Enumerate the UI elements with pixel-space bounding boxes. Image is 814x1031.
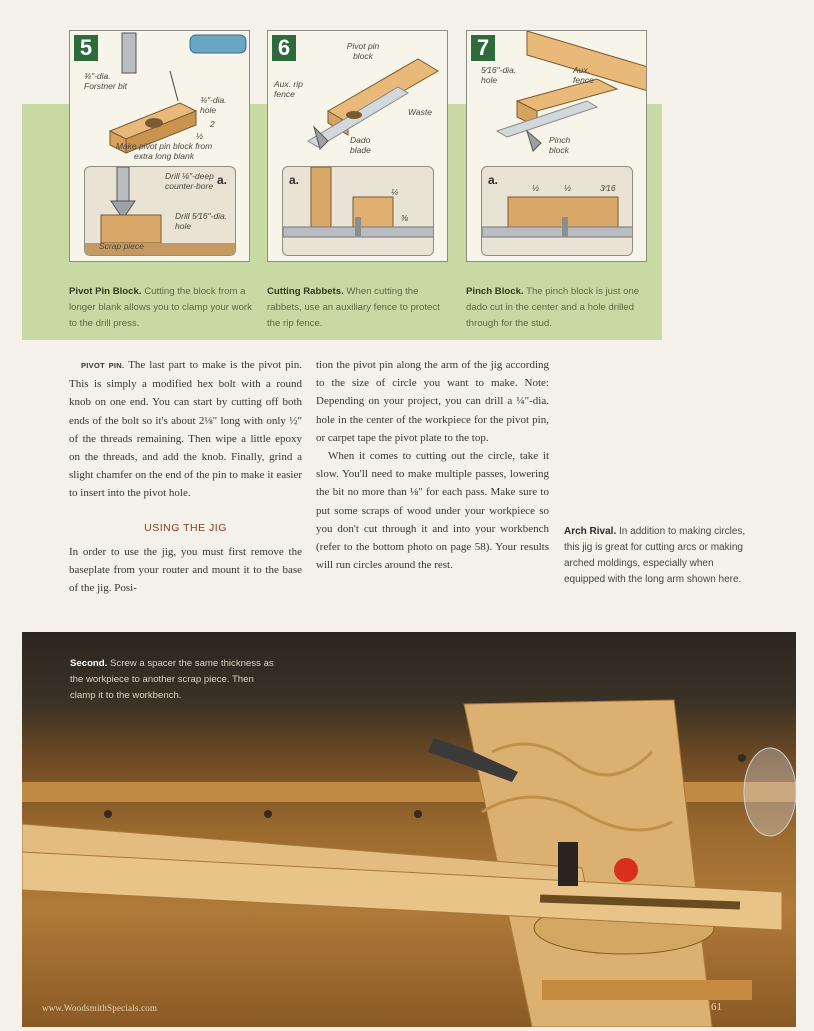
- caption-cutting-rabbets: [267, 284, 453, 332]
- caption-pivot-pin-block: [69, 284, 255, 332]
- article-column-2: [316, 356, 549, 574]
- step-number: 6: [272, 35, 296, 61]
- caption-text: When cutting the rabbets, use an auxiliary fence to protect the rip fence.: [267, 286, 440, 329]
- note-aux-fence: Aux. rip fence: [274, 79, 303, 99]
- paragraph-position-pin: tion the pivot pin along the arm of the jig according to the size of circle you want to make. Note: Depending on your project, you can drill a ¼"-dia. hole in the center of the workpiece for the pivot pin, or carpet tape the pivot plate to the top.: [316, 359, 549, 444]
- detail-tag: a.: [488, 173, 499, 187]
- detail-tag: a.: [289, 173, 300, 187]
- dado-section-drawing: [482, 167, 633, 256]
- step-number: 5: [74, 35, 98, 61]
- paragraph-text: The last part to make is the pivot pin. This is simply a modified hex bolt with a round knob on one end. You can start by cutting off both ends of the bolt so it's about 2⅛" long with only ½" of the threads remaining. Then wipe a little epoxy on the threads, and add the knob. Finally, grind a slight chamfer on the end of the pin to make it easier to insert into the pivot hole.: [69, 359, 302, 500]
- caption-text: The pinch block is just one dado cut in the center and a hole drilled through for the stud.: [466, 286, 640, 329]
- paragraph-pivot-pin: [69, 356, 302, 503]
- caption-title: Cutting Rabbets.: [267, 286, 344, 297]
- note-dim-stud: 3⁄16: [600, 183, 616, 193]
- note-hole: 5⁄16"-dia. hole: [481, 65, 517, 85]
- caption-text: Cutting the block from a longer blank allows you to clamp your work to the drill press.: [69, 286, 252, 329]
- note-dim-right: ½: [564, 183, 572, 193]
- paragraph-using-jig: In order to use the jig, you must first remove the baseplate from your router and mount it to the base of the jig. Posi-: [69, 545, 302, 595]
- step-number: 7: [471, 35, 495, 61]
- figure-6: [267, 30, 448, 262]
- caption-title: Second.: [70, 658, 108, 669]
- caption-text: In addition to making circles, this jig is great for cutting arcs or making arched moldings, especially when equipped with the long arm shown here.: [564, 526, 746, 585]
- detail-tag: a.: [216, 173, 227, 187]
- note-make-block: Make pivot pin block from extra long blank: [115, 141, 213, 161]
- footer-url: www.WoodsmithSpecials.com: [42, 1003, 158, 1013]
- photo-caption-second: [70, 656, 280, 704]
- figure-5: [69, 30, 250, 262]
- note-counterbore: Drill ⅛"-deep counter-bore: [165, 171, 214, 191]
- side-caption-arch-rival: [564, 524, 754, 588]
- runin-heading: PIVOT PIN.: [81, 361, 125, 370]
- detail-a: [282, 166, 434, 256]
- caption-title: Pivot Pin Block.: [69, 286, 142, 297]
- caption-title: Arch Rival.: [564, 526, 617, 537]
- paragraph-cutting-circle: When it comes to cutting out the circle, take it slow. You'll need to make multiple passes, lowering the bit no more than ⅛" for each pass. Make sure to put some scraps of wood under your workpiece so you don't cut through it and into your workbench (refer to the bottom photo on page 58). Your results will run circles around the rest.: [316, 450, 549, 572]
- detail-a: [481, 166, 633, 256]
- note-forstner-bit: ¾"-dia. Forstner bit: [84, 71, 127, 91]
- note-pivot-block: Pivot pin block: [346, 41, 380, 61]
- note-dim-2: 2: [210, 119, 215, 129]
- page-number: 61: [711, 1001, 722, 1013]
- note-scrap-piece: Scrap piece: [99, 241, 144, 251]
- note-dim-left: ½: [532, 183, 540, 193]
- note-rabbet-depth: ⅜: [401, 213, 409, 223]
- workbench-photo: [22, 632, 796, 1027]
- note-pinch-block: Pinch block: [549, 135, 571, 155]
- article-column-1: [69, 356, 302, 597]
- note-dim-half: ½: [196, 131, 204, 141]
- note-drill-hole: Drill 5⁄16"-dia. hole: [175, 211, 228, 231]
- note-waste: Waste: [408, 107, 432, 117]
- note-rabbet-width: ¼: [391, 187, 399, 197]
- note-aux-fence: Aux. fence: [573, 65, 594, 85]
- caption-pinch-block: [466, 284, 652, 332]
- rabbet-section-drawing: [283, 167, 434, 256]
- note-hole: ¾"-dia. hole: [200, 95, 227, 115]
- caption-title: Pinch Block.: [466, 286, 524, 297]
- note-dado-blade: Dado blade: [350, 135, 371, 155]
- caption-text: Screw a spacer the same thickness as the workpiece to another scrap piece. Then clamp it to the workbench.: [70, 658, 274, 701]
- detail-a: [84, 166, 236, 256]
- figure-7: [466, 30, 647, 262]
- subhead-using-the-jig: USING THE JIG: [144, 521, 227, 534]
